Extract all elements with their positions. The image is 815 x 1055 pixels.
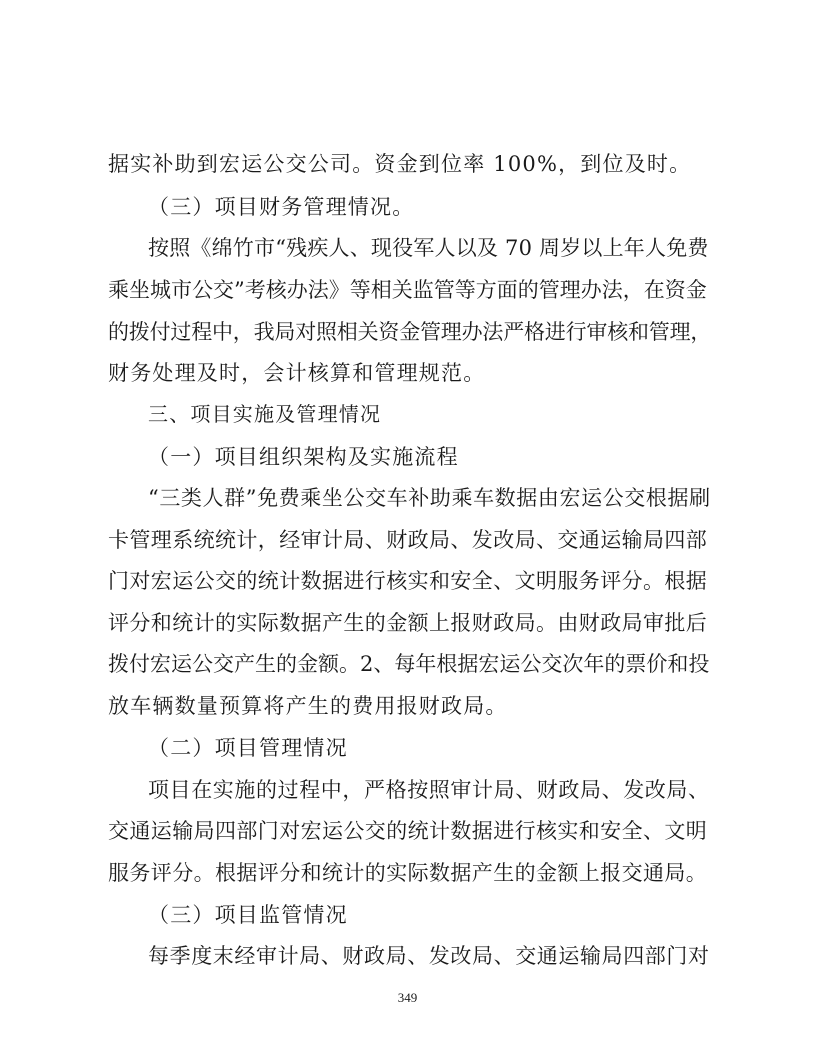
body-line: 按照《绵竹市“残疾人、现役军人以及 70 周岁以上年人免费 bbox=[148, 236, 709, 260]
body-line: 门对宏运公交的统计数据进行核实和安全、文明服务评分。根据 bbox=[108, 569, 708, 593]
body-line: 交通运输局四部门对宏运公交的统计数据进行核实和安全、文明 bbox=[108, 819, 708, 843]
body-line: 项目在实施的过程中，严格按照审计局、财政局、发改局、 bbox=[148, 778, 710, 802]
page-number: 349 bbox=[397, 990, 418, 1005]
body-line: 卡管理系统统计，经审计局、财政局、发改局、交通运输局四部 bbox=[108, 528, 708, 552]
body-line: 每季度末经审计局、财政局、发改局、交通运输局四部门对 bbox=[148, 944, 710, 968]
body-line: 财务处理及时，会计核算和管理规范。 bbox=[108, 361, 486, 385]
body-line: 放车辆数量预算将产生的费用报财政局。 bbox=[108, 694, 508, 718]
body-line: 乘坐城市公交”考核办法》等相关监管等方面的管理办法，在资金 bbox=[108, 278, 707, 302]
section-subheading: （三）项目监管情况 bbox=[148, 903, 348, 927]
section-subheading: （一）项目组织架构及实施流程 bbox=[148, 445, 459, 469]
body-line: 据实补助到宏运公交公司。资金到位率 100%，到位及时。 bbox=[108, 152, 692, 176]
body-line: “三类人群”免费乘坐公交车补助乘车数据由宏运公交根据刷 bbox=[148, 486, 711, 510]
section-subheading: （二）项目管理情况 bbox=[148, 736, 348, 760]
section-heading: 三、项目实施及管理情况 bbox=[148, 402, 382, 426]
body-line: 评分和统计的实际数据产生的金额上报财政局。由财政局审批后 bbox=[108, 611, 708, 635]
body-line: 拨付宏运公交产生的金额。2、每年根据宏运公交次年的票价和投 bbox=[108, 652, 710, 676]
section-subheading: （三）项目财务管理情况。 bbox=[148, 195, 415, 219]
body-line: 的拨付过程中，我局对照相关资金管理办法严格进行审核和管理， bbox=[108, 320, 712, 344]
body-line: 服务评分。根据评分和统计的实际数据产生的金额上报交通局。 bbox=[108, 861, 708, 885]
